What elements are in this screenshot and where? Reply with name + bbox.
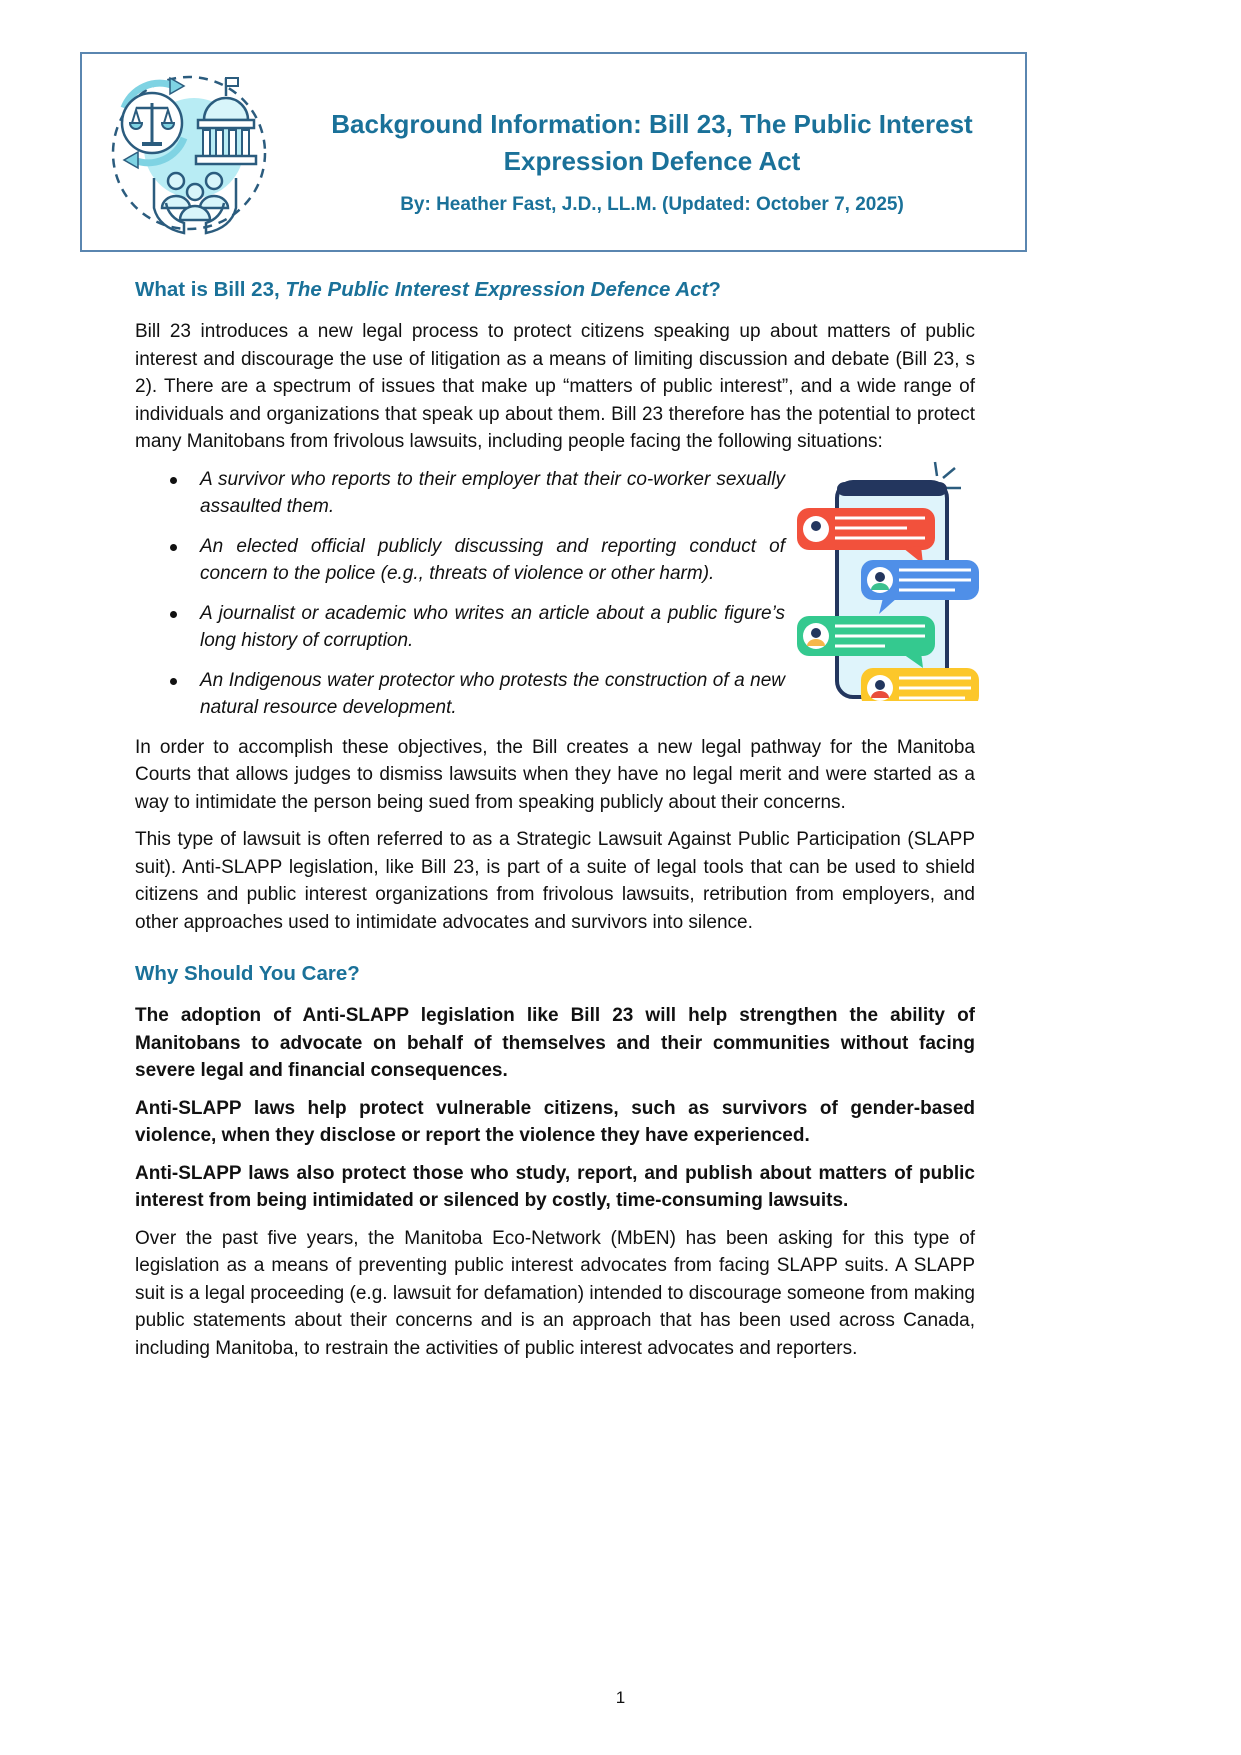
key-point-paragraph-3: Anti-SLAPP laws also protect those who study, report, and publish about matters of public interest from being intimidated or silenced by costly, time-consuming lawsuits. [135,1162,975,1211]
list-item-text: A survivor who reports to their employer that their co-worker sexually assaulted them. [200,468,785,517]
justice-community-icon [104,68,269,238]
mben-paragraph: Over the past five years, the Manitoba Eco-Network (MbEN) has been asking for this type of legislation as a means of preventing public interest advocates from facing SLAPP suits. A SLAPP suit is a legal proceeding (e.g. lawsuit for defamation) intended to discourage someone from making public statements about their concerns and is an approach that has been used across Canada, including Manitoba, to restrain the activities of public interest advocates and reporters. [135,1227,975,1359]
list-item [135,466,785,521]
bullet-icon [170,544,177,551]
list-item [135,667,785,722]
section-heading-what-is-bill-23 [135,276,975,304]
document-body [135,276,975,1372]
list-item-text: A journalist or academic who writes an article about a public figure’s long history of corruption. [200,602,785,651]
situations-list [135,466,785,722]
list-item [135,533,785,588]
list-item-text: An elected official publicly discussing and reporting conduct of concern to the police (e.g., threats of violence or other harm). [200,535,785,584]
author-byline: By: Heather Fast, J.D., LL.M. (Updated: October 7, 2025) [400,194,904,215]
section-spacer [135,946,975,960]
title-block [292,106,1012,216]
list-item-text: An Indigenous water protector who protests the construction of a new natural resource development. [200,669,785,718]
phone-chat-icon [795,456,980,701]
document-title-line-2: Expression Defence Act [503,146,801,176]
document-header [80,52,1027,252]
intro-paragraph: Bill 23 introduces a new legal process to protect citizens speaking up about matters of public interest and discourage the use of litigation as a means of limiting discussion and debate (Bill 23, s 2). There are a spectrum of issues that make up “matters of public interest”, and a wide range of individuals and organizations that speak up about them. Bill 23 therefore has the potential to protect many Manitobans from frivolous lawsuits, including people facing the following situations: [135,321,975,452]
key-point-paragraph-1: The adoption of Anti-SLAPP legislation like Bill 23 will help strengthen the ability of Manitobans to advocate on behalf of themselves and their communities without facing severe legal and financial consequences. [135,1005,975,1081]
heading-prefix: What is Bill 23, [135,278,286,301]
pathway-paragraph: In order to accomplish these objectives, the Bill creates a new legal pathway for the Manitoba Courts that allows judges to dismiss lawsuits when they have no legal merit and were started as a way to intimidate the person being sued from speaking publicly about their concerns. [135,736,975,813]
heading-suffix: ? [708,278,721,301]
page-number: 1 [615,1688,626,1707]
section-heading-why-care: Why Should You Care? [135,962,360,985]
list-item [135,600,785,655]
document-title-line-1: Background Information: Bill 23, The Public Interest [331,109,973,139]
bullet-icon [170,678,177,685]
bullet-icon [170,477,177,484]
document-title [292,106,1012,180]
situations-block [135,466,975,722]
bullet-icon [170,611,177,618]
slapp-definition-paragraph: This type of lawsuit is often referred to as a Strategic Lawsuit Against Public Participation (SLAPP suit). Anti-SLAPP legislation, like Bill 23, is part of a suite of legal tools that can be used to shield citizens and public interest organizations from frivolous lawsuits, retribution from employers, and other approaches used to intimidate advocates and survivors into silence. [135,829,975,933]
key-point-paragraph-2: Anti-SLAPP laws help protect vulnerable citizens, such as survivors of gender-based violence, when they disclose or report the violence they have experienced. [135,1097,975,1146]
heading-act-name: The Public Interest Expression Defence Act [285,278,709,301]
